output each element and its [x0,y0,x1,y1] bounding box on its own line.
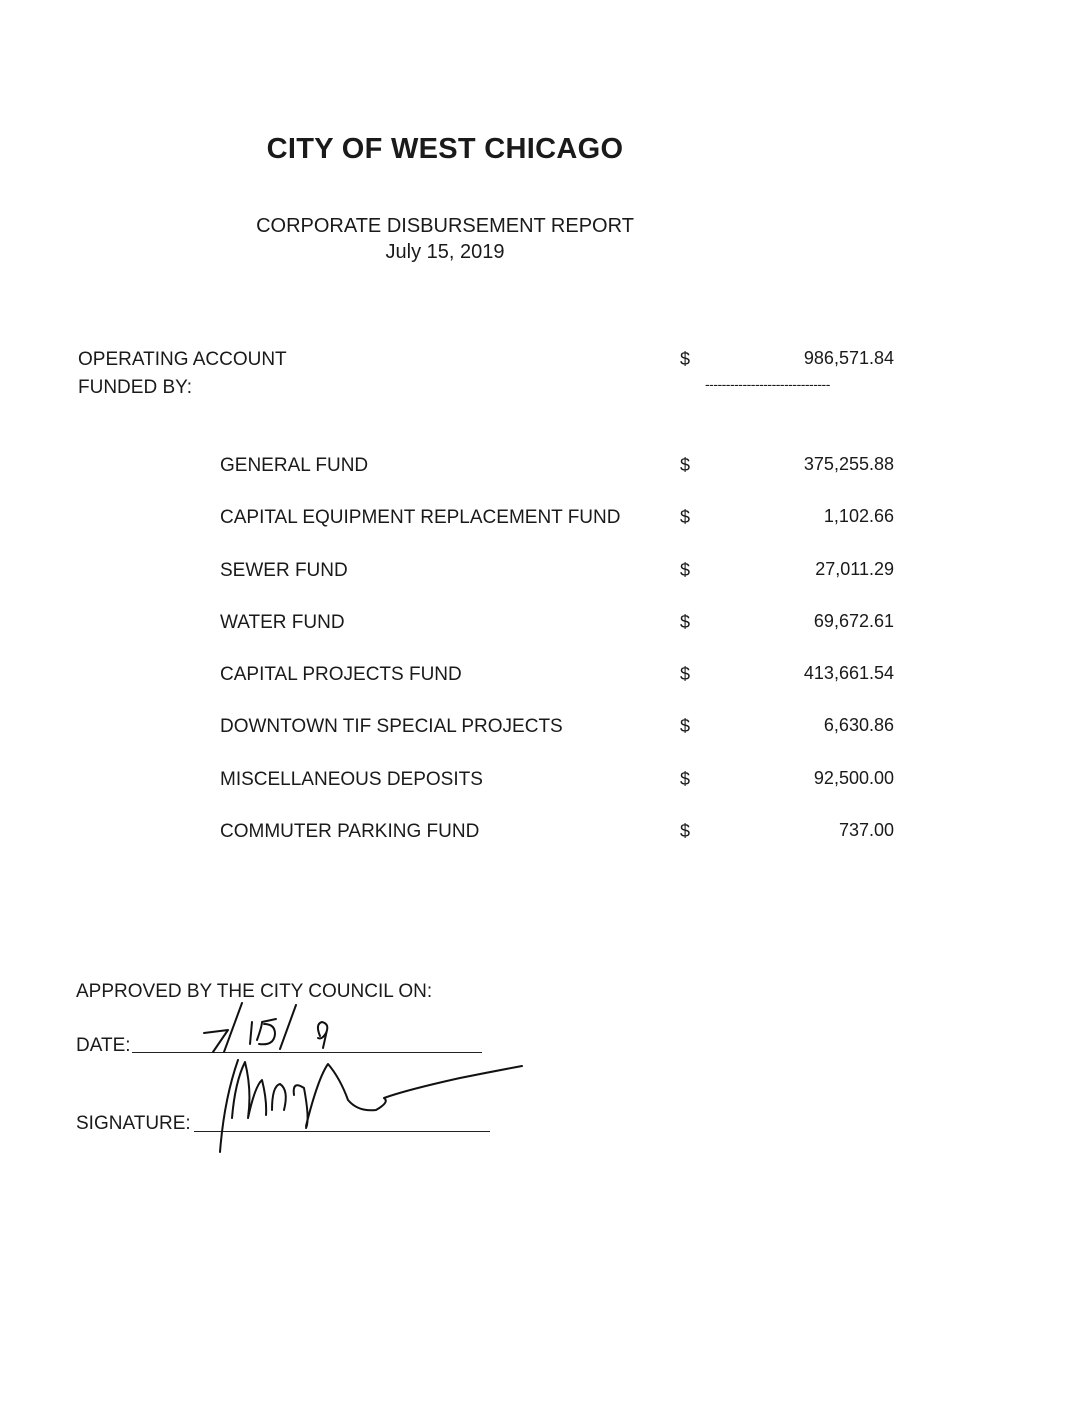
fund-amount: 69,672.61 [813,611,894,631]
fund-label: COMMUTER PARKING FUND [220,821,480,842]
fund-amount: 1,102.66 [823,506,894,526]
fund-label: DOWNTOWN TIF SPECIAL PROJECTS [220,716,563,737]
operating-account-amount: 986,571.84 [803,348,894,368]
funded-by-label: FUNDED BY: [78,377,193,398]
fund-currency: $ [680,821,691,841]
fund-currency: $ [680,769,691,789]
fund-currency: $ [680,612,691,632]
operating-account-currency: $ [680,349,691,369]
report-date: July 15, 2019 [385,241,505,263]
date-label: DATE: [76,1035,131,1056]
fund-currency: $ [680,716,691,736]
fund-currency: $ [680,455,691,475]
total-separator: ------------------------------ [705,376,830,392]
signature-label: SIGNATURE: [76,1113,191,1134]
fund-label: WATER FUND [220,612,345,633]
fund-label: CAPITAL PROJECTS FUND [220,664,462,685]
operating-account-label: OPERATING ACCOUNT [78,349,287,370]
page-title: CITY OF WEST CHICAGO [266,133,624,165]
fund-label: GENERAL FUND [220,455,369,476]
fund-label: SEWER FUND [220,560,348,581]
fund-label: MISCELLANEOUS DEPOSITS [220,769,483,790]
fund-label: CAPITAL EQUIPMENT REPLACEMENT FUND [220,507,621,528]
fund-amount: 92,500.00 [813,768,894,788]
fund-amount: 375,255.88 [803,454,894,474]
fund-currency: $ [680,664,691,684]
fund-currency: $ [680,507,691,527]
fund-amount: 413,661.54 [803,663,894,683]
fund-amount: 27,011.29 [815,559,894,579]
fund-amount: 737.00 [838,820,894,840]
fund-currency: $ [680,560,691,580]
approval-heading: APPROVED BY THE CITY COUNCIL ON: [76,981,433,1002]
fund-amount: 6,630.86 [823,715,894,735]
report-subtitle: CORPORATE DISBURSEMENT REPORT [256,215,634,237]
